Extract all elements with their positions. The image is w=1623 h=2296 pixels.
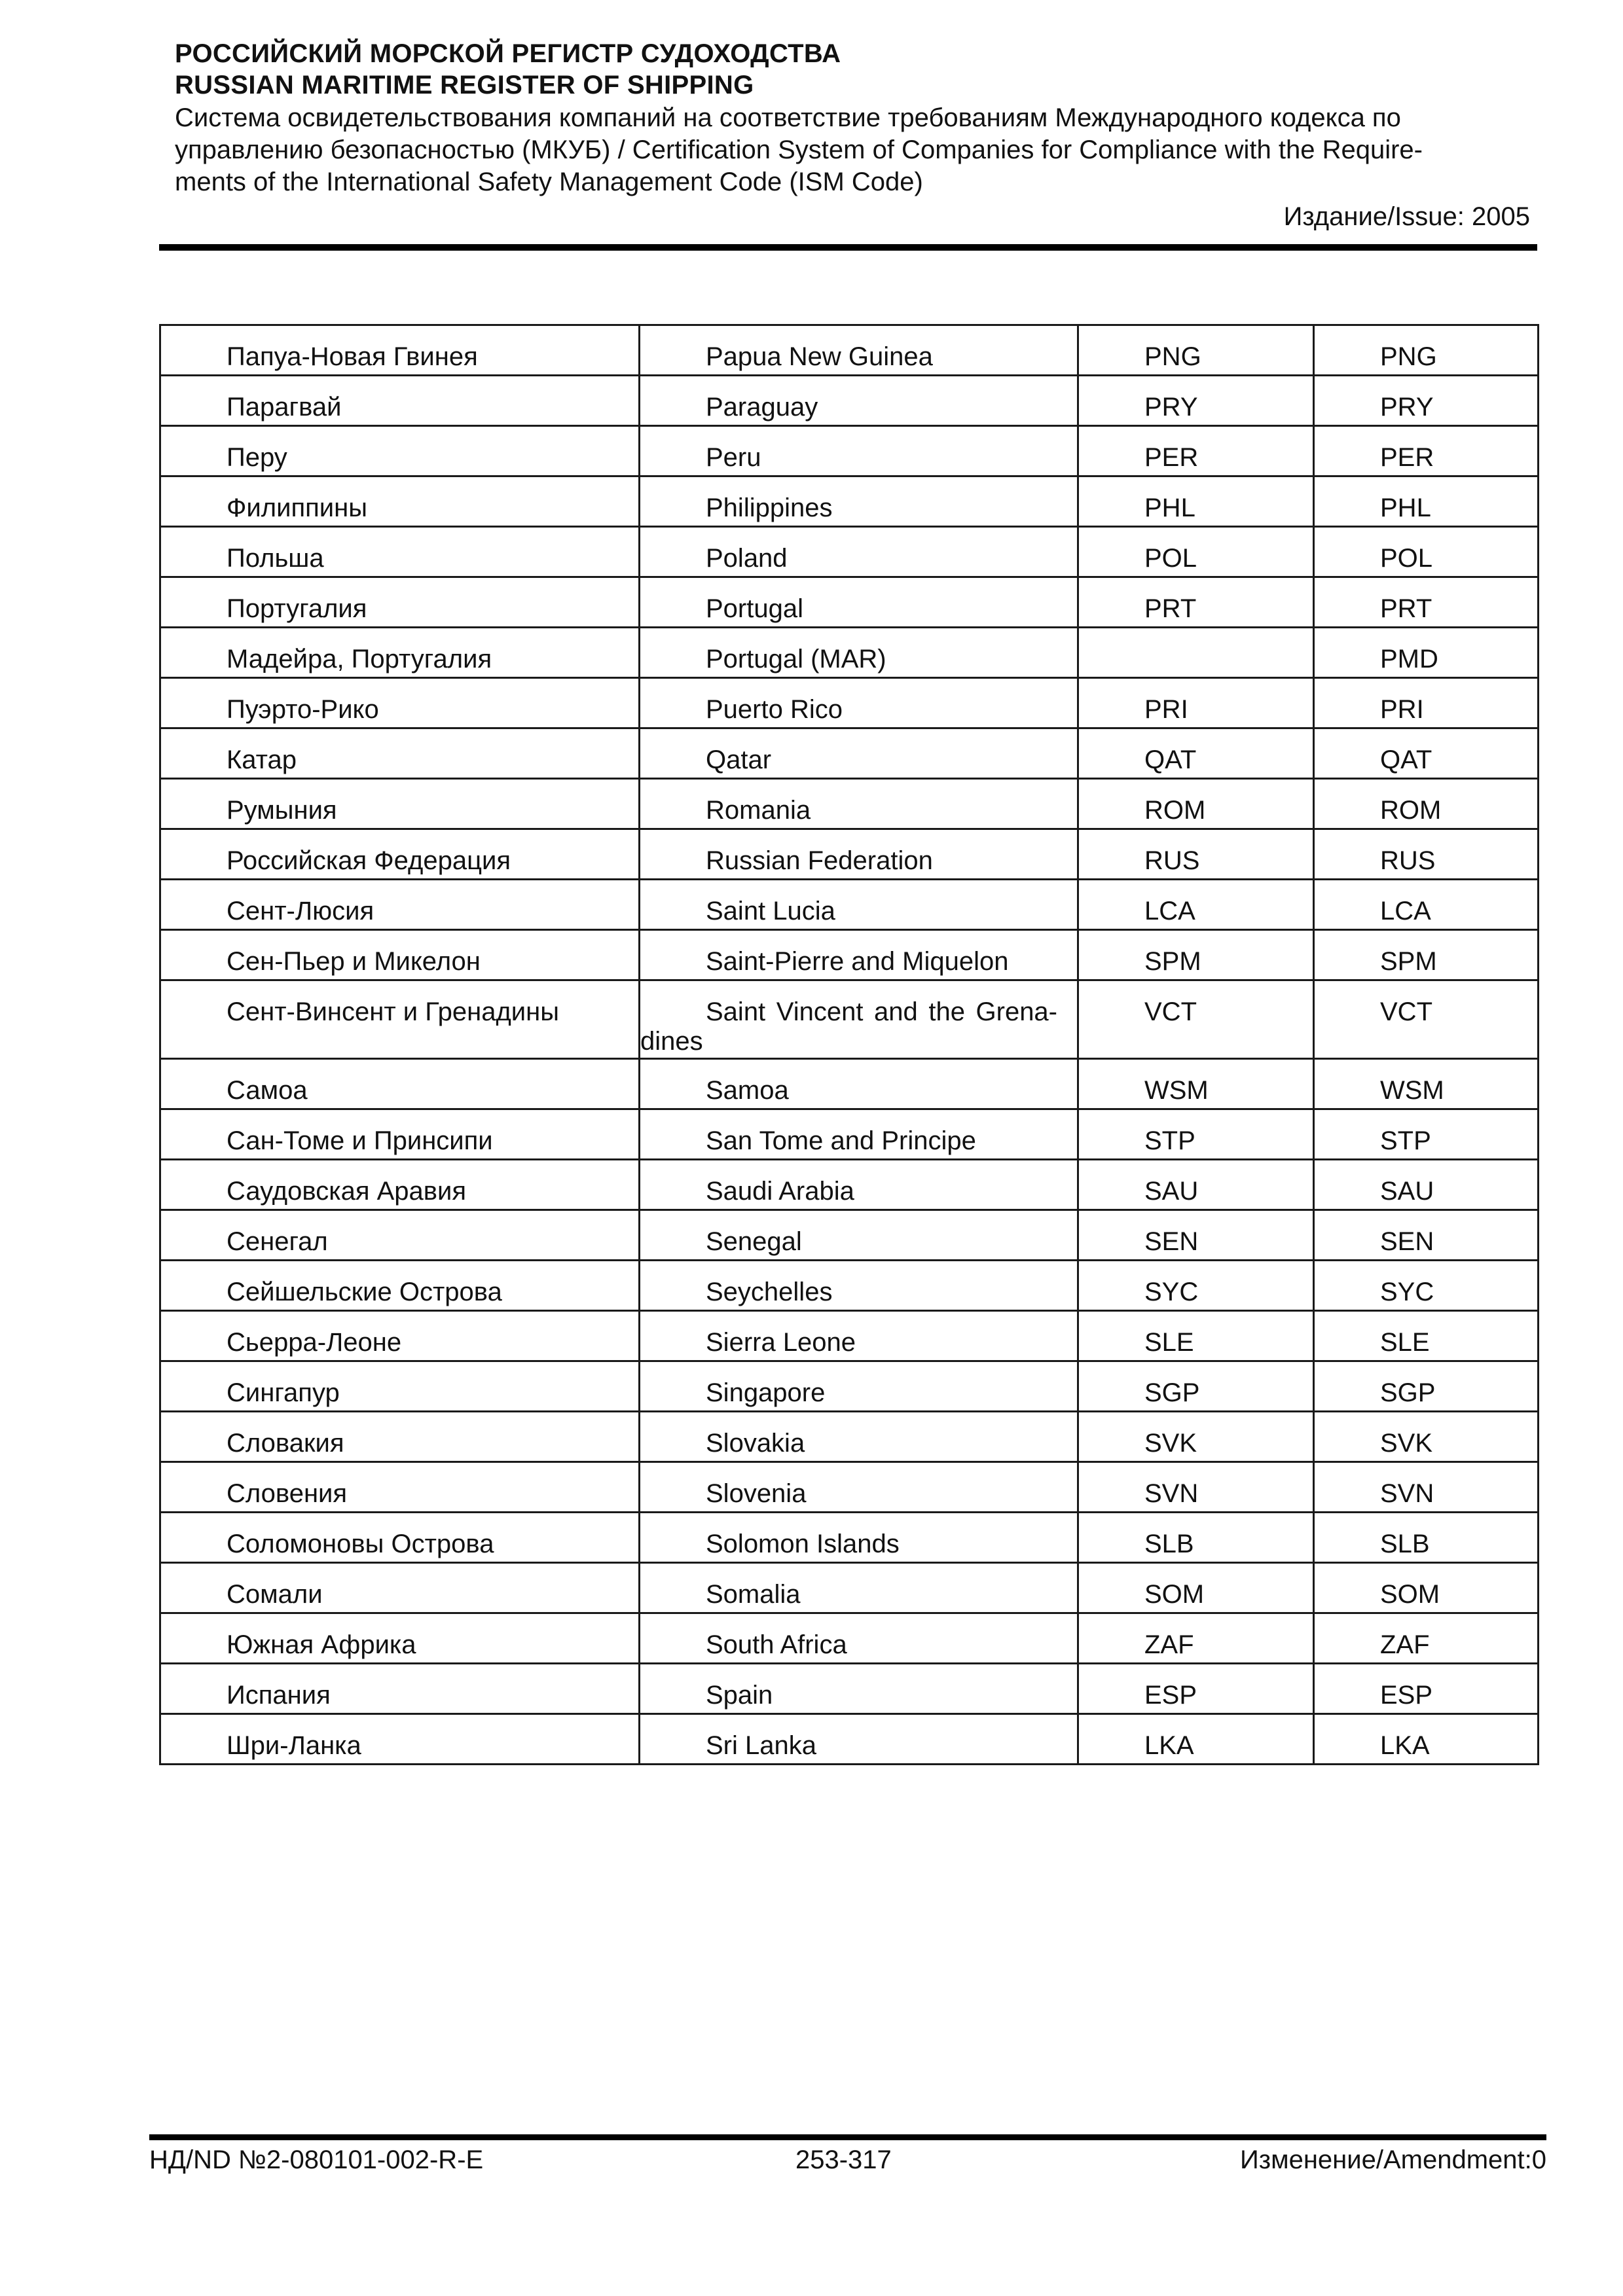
country-name-ru: Саудовская Аравия [160, 1160, 640, 1210]
country-code-2: SVK [1314, 1412, 1539, 1462]
register-title-en: RUSSIAN MARITIME REGISTER OF SHIPPING [175, 71, 754, 99]
table-row [160, 1059, 1539, 1109]
footer-divider [149, 2134, 1546, 2140]
table-row [160, 1664, 1539, 1714]
country-name-ru: Сенегал [160, 1210, 640, 1261]
table-row [160, 1311, 1539, 1361]
table-row [160, 1412, 1539, 1462]
country-code-1: ROM [1078, 779, 1314, 829]
country-name-ru: Сен-Пьер и Микелон [160, 930, 640, 980]
country-name-en: Puerto Rico [640, 678, 1078, 728]
country-name-en: Sierra Leone [640, 1311, 1078, 1361]
country-code-1: PRY [1078, 376, 1314, 426]
country-name-en: South Africa [640, 1613, 1078, 1664]
table-row [160, 376, 1539, 426]
system-description [175, 102, 1530, 198]
country-code-1: SOM [1078, 1563, 1314, 1613]
table-row [160, 829, 1539, 880]
country-name-ru: Сент-Винсент и Гренадины [160, 980, 640, 1059]
country-code-2: PER [1314, 426, 1539, 476]
page-number: 253-317 [795, 2145, 892, 2174]
country-name-en: Russian Federation [640, 829, 1078, 880]
country-name-ru: Перу [160, 426, 640, 476]
country-name-en-line-1: Saint Vincent and the Grena- [706, 997, 1057, 1026]
country-code-1: SEN [1078, 1210, 1314, 1261]
country-code-2: SPM [1314, 930, 1539, 980]
country-name-ru: Папуа-Новая Гвинея [160, 325, 640, 376]
country-code-2: RUS [1314, 829, 1539, 880]
country-name-ru: Филиппины [160, 476, 640, 527]
country-name-ru: Сент-Люсия [160, 880, 640, 930]
table-row [160, 476, 1539, 527]
country-name-en: Qatar [640, 728, 1078, 779]
country-name-ru: Пуэрто-Рико [160, 678, 640, 728]
country-code-1: VCT [1078, 980, 1314, 1059]
country-name-ru: Мадейра, Португалия [160, 628, 640, 678]
country-name-en: Peru [640, 426, 1078, 476]
country-name-en: Senegal [640, 1210, 1078, 1261]
table-row [160, 980, 1539, 1059]
table-row [160, 930, 1539, 980]
country-code-2: SYC [1314, 1261, 1539, 1311]
country-code-1: LKA [1078, 1714, 1314, 1765]
table-row [160, 880, 1539, 930]
amendment-label: Изменение/Amendment:0 [1240, 2145, 1546, 2174]
country-code-1: SLB [1078, 1513, 1314, 1563]
table-row [160, 1109, 1539, 1160]
table-row [160, 527, 1539, 577]
table-row [160, 628, 1539, 678]
country-code-1: RUS [1078, 829, 1314, 880]
country-code-2: LKA [1314, 1714, 1539, 1765]
country-code-2: PRI [1314, 678, 1539, 728]
country-code-1: SVN [1078, 1462, 1314, 1513]
country-name-en: Saint Lucia [640, 880, 1078, 930]
country-code-2: ROM [1314, 779, 1539, 829]
country-name-ru: Катар [160, 728, 640, 779]
country-name-ru: Сингапур [160, 1361, 640, 1412]
country-code-2: PNG [1314, 325, 1539, 376]
country-name-ru: Румыния [160, 779, 640, 829]
country-code-1: LCA [1078, 880, 1314, 930]
country-code-2: SAU [1314, 1160, 1539, 1210]
document-number: НД/ND №2-080101-002-R-E [149, 2145, 484, 2174]
country-code-1: STP [1078, 1109, 1314, 1160]
country-name-en: Spain [640, 1664, 1078, 1714]
country-code-1: PHL [1078, 476, 1314, 527]
country-code-2: STP [1314, 1109, 1539, 1160]
table-row [160, 577, 1539, 628]
table-row [160, 678, 1539, 728]
country-name-en: Romania [640, 779, 1078, 829]
country-name-ru: Сейшельские Острова [160, 1261, 640, 1311]
country-code-1: SAU [1078, 1160, 1314, 1210]
country-name-en: Solomon Islands [640, 1513, 1078, 1563]
country-code-2: QAT [1314, 728, 1539, 779]
country-name-en: Slovenia [640, 1462, 1078, 1513]
table-row [160, 779, 1539, 829]
country-code-2: SVN [1314, 1462, 1539, 1513]
country-name-ru: Сомали [160, 1563, 640, 1613]
country-name-en-line-2: dines [640, 1027, 703, 1056]
country-code-2: ZAF [1314, 1613, 1539, 1664]
table-row [160, 728, 1539, 779]
country-code-2: SLE [1314, 1311, 1539, 1361]
table-row [160, 1361, 1539, 1412]
country-code-1: ESP [1078, 1664, 1314, 1714]
description-line-2: управлению безопасностью (МКУБ) / Certification System of Companies for Compliance with the Require- [175, 135, 1423, 164]
country-name-en: Papua New Guinea [640, 325, 1078, 376]
country-name-ru: Испания [160, 1664, 640, 1714]
table-row [160, 325, 1539, 376]
register-title-ru: РОССИЙСКИЙ МОРСКОЙ РЕГИСТР СУДОХОДСТВА [175, 39, 841, 68]
country-code-1: PRT [1078, 577, 1314, 628]
table-row [160, 1210, 1539, 1261]
country-code-2: LCA [1314, 880, 1539, 930]
country-name-en [640, 980, 1078, 1059]
country-name-en: Saint-Pierre and Miquelon [640, 930, 1078, 980]
table-row [160, 1613, 1539, 1664]
country-name-ru: Словения [160, 1462, 640, 1513]
country-code-1: SGP [1078, 1361, 1314, 1412]
country-name-en: Philippines [640, 476, 1078, 527]
country-name-ru: Соломоновы Острова [160, 1513, 640, 1563]
country-name-ru: Сан-Томе и Принсипи [160, 1109, 640, 1160]
country-code-1: SYC [1078, 1261, 1314, 1311]
issue-label: Издание/Issue: 2005 [1283, 202, 1530, 231]
country-name-en: Sri Lanka [640, 1714, 1078, 1765]
table-row [160, 1160, 1539, 1210]
country-name-en: Samoa [640, 1059, 1078, 1109]
table-body [160, 325, 1539, 1765]
country-name-en: Paraguay [640, 376, 1078, 426]
country-code-1 [1078, 628, 1314, 678]
table-row [160, 1462, 1539, 1513]
country-code-2: SGP [1314, 1361, 1539, 1412]
country-code-2: SLB [1314, 1513, 1539, 1563]
country-code-2: PRY [1314, 376, 1539, 426]
country-code-1: WSM [1078, 1059, 1314, 1109]
country-code-1: PNG [1078, 325, 1314, 376]
country-codes-table [159, 324, 1539, 1765]
country-code-1: SVK [1078, 1412, 1314, 1462]
country-code-2: PHL [1314, 476, 1539, 527]
country-name-ru: Российская Федерация [160, 829, 640, 880]
table-row [160, 1563, 1539, 1613]
country-name-ru: Словакия [160, 1412, 640, 1462]
country-name-ru: Сьерра-Леоне [160, 1311, 640, 1361]
country-code-1: ZAF [1078, 1613, 1314, 1664]
country-name-en: Saudi Arabia [640, 1160, 1078, 1210]
country-name-en: Seychelles [640, 1261, 1078, 1311]
country-name-en: Portugal [640, 577, 1078, 628]
country-code-2: PRT [1314, 577, 1539, 628]
country-name-en: Somalia [640, 1563, 1078, 1613]
country-name-ru: Шри-Ланка [160, 1714, 640, 1765]
country-code-2: WSM [1314, 1059, 1539, 1109]
country-code-1: QAT [1078, 728, 1314, 779]
country-name-en: San Tome and Principe [640, 1109, 1078, 1160]
country-code-1: PER [1078, 426, 1314, 476]
country-name-en: Slovakia [640, 1412, 1078, 1462]
country-name-ru: Самоа [160, 1059, 640, 1109]
country-code-1: PRI [1078, 678, 1314, 728]
country-code-2: PMD [1314, 628, 1539, 678]
country-code-2: SOM [1314, 1563, 1539, 1613]
country-name-ru: Южная Африка [160, 1613, 640, 1664]
country-code-1: POL [1078, 527, 1314, 577]
country-name-en: Portugal (MAR) [640, 628, 1078, 678]
country-name-ru: Парагвай [160, 376, 640, 426]
country-code-2: POL [1314, 527, 1539, 577]
country-name-ru: Польша [160, 527, 640, 577]
country-code-1: SLE [1078, 1311, 1314, 1361]
table-row [160, 1714, 1539, 1765]
table-row [160, 1513, 1539, 1563]
header-divider [159, 244, 1537, 251]
country-code-1: SPM [1078, 930, 1314, 980]
table-row [160, 1261, 1539, 1311]
description-line-3: ments of the International Safety Management Code (ISM Code) [175, 168, 923, 196]
country-code-2: VCT [1314, 980, 1539, 1059]
document-header [175, 38, 1530, 232]
table-row [160, 426, 1539, 476]
country-code-2: SEN [1314, 1210, 1539, 1261]
country-name-en: Poland [640, 527, 1078, 577]
description-line-1: Система освидетельствования компаний на соответствие требованиям Международного кодекса по [175, 103, 1401, 132]
country-name-ru: Португалия [160, 577, 640, 628]
country-code-2: ESP [1314, 1664, 1539, 1714]
country-name-en: Singapore [640, 1361, 1078, 1412]
